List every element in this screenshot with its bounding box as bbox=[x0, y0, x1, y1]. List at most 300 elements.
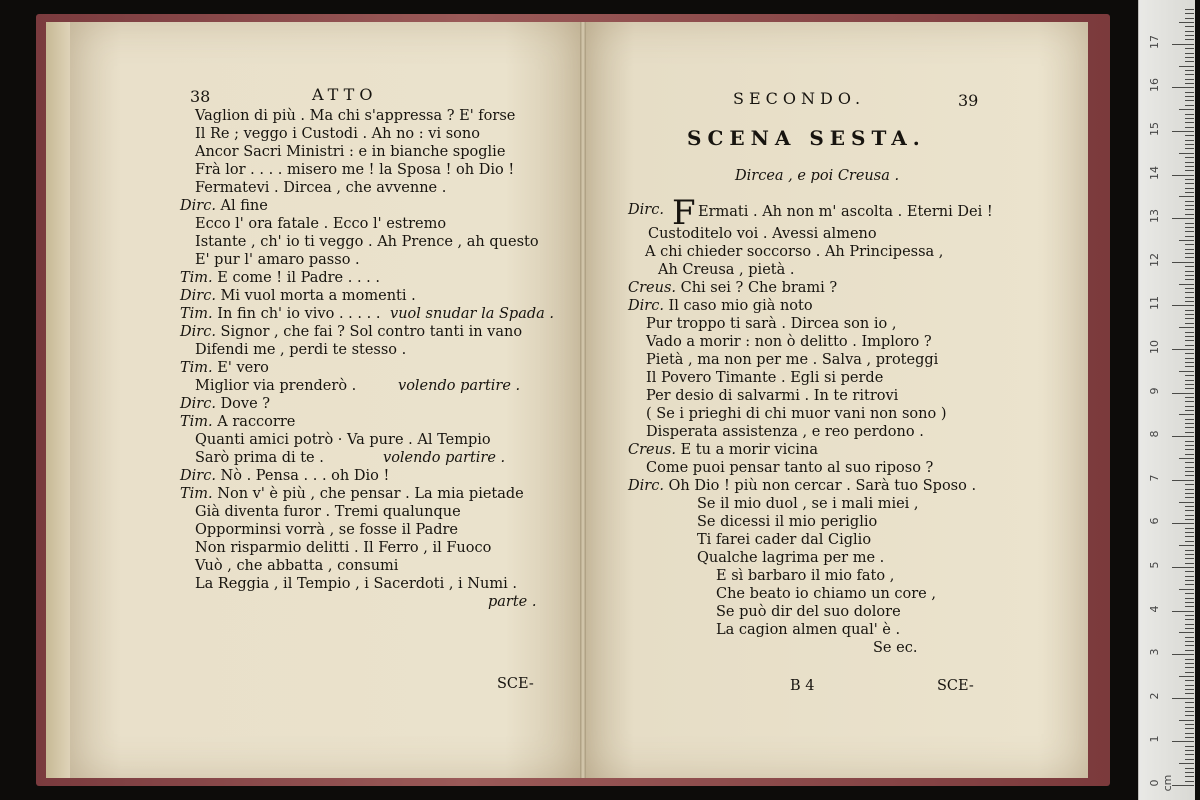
verse-line bbox=[195, 432, 491, 449]
stage-direction: volendo partire . bbox=[383, 450, 506, 466]
ruler-tick bbox=[1185, 70, 1194, 71]
verse-text: E sì barbaro il mio fato , bbox=[716, 568, 895, 584]
speaker-label: Tim. bbox=[180, 270, 218, 286]
ruler-label: 10 bbox=[1148, 340, 1161, 354]
verse-line bbox=[646, 352, 938, 369]
ruler-tick bbox=[1185, 253, 1194, 254]
speaker-label: Tim. bbox=[180, 360, 218, 376]
ruler-tick bbox=[1185, 746, 1194, 747]
ruler-tick bbox=[1185, 271, 1194, 272]
ruler-label: 9 bbox=[1148, 387, 1161, 395]
ruler-tick bbox=[1172, 87, 1194, 88]
speaker-label: Tim. bbox=[180, 414, 218, 430]
ruler-tick bbox=[1185, 384, 1194, 385]
verse-line bbox=[646, 370, 883, 387]
ruler-tick bbox=[1185, 214, 1194, 215]
ruler-tick bbox=[1185, 584, 1194, 585]
ruler-tick bbox=[1185, 205, 1194, 206]
ruler-tick bbox=[1172, 393, 1194, 394]
verse-text: La Reggia , il Tempio , i Sacerdoti , i Numi . bbox=[195, 576, 517, 592]
verse-text: A raccorre bbox=[217, 414, 296, 430]
verse-text: Qualche lagrima per me . bbox=[697, 550, 885, 566]
ruler-tick bbox=[1185, 427, 1194, 428]
speaker-label: Dirc. bbox=[180, 198, 221, 214]
verse-text: Il caso mio già noto bbox=[668, 298, 813, 314]
ruler-tick bbox=[1185, 13, 1194, 14]
ruler-tick bbox=[1179, 502, 1194, 503]
page-edges bbox=[46, 22, 72, 778]
ruler-tick bbox=[1185, 53, 1194, 54]
ruler-tick bbox=[1179, 763, 1194, 764]
verse-line bbox=[195, 252, 360, 269]
verse-text: Disperata assistenza , e reo perdono . bbox=[646, 424, 924, 440]
verse-line bbox=[195, 342, 406, 359]
verse-line bbox=[628, 298, 813, 315]
ruler-tick bbox=[1185, 576, 1194, 577]
ruler-label: 1 bbox=[1148, 735, 1161, 743]
ruler-label: 15 bbox=[1148, 122, 1161, 136]
ruler-tick bbox=[1185, 637, 1194, 638]
verse-text: E' pur l' amaro passo . bbox=[195, 252, 360, 268]
ruler-tick bbox=[1185, 192, 1194, 193]
ruler-tick bbox=[1185, 489, 1194, 490]
ruler-tick bbox=[1185, 249, 1194, 250]
ruler-tick bbox=[1185, 781, 1194, 782]
ruler-tick bbox=[1185, 462, 1194, 463]
ruler-tick bbox=[1179, 196, 1194, 197]
verse-line bbox=[180, 486, 524, 503]
verse-text: Frà lor . . . . misero me ! la Sposa ! oh Dio ! bbox=[195, 162, 515, 178]
ruler-tick bbox=[1185, 236, 1194, 237]
verse-line bbox=[648, 226, 877, 243]
verse-line bbox=[646, 460, 933, 477]
speaker-label: Dirc. bbox=[180, 468, 221, 484]
verse-line bbox=[697, 514, 877, 531]
ruler-label: 17 bbox=[1148, 34, 1161, 49]
verse-text: Ti farei cader dal Ciglio bbox=[697, 532, 872, 548]
ruler-tick bbox=[1185, 423, 1194, 424]
ruler-tick bbox=[1172, 349, 1194, 350]
ruler-tick bbox=[1185, 83, 1194, 84]
ruler-tick bbox=[1179, 458, 1194, 459]
speaker-label: Dirc. bbox=[628, 478, 669, 494]
verse-text: Ah Creusa , pietà . bbox=[658, 262, 795, 278]
ruler-tick bbox=[1185, 301, 1194, 302]
ruler-tick bbox=[1185, 358, 1194, 359]
ruler-label: 12 bbox=[1148, 252, 1161, 267]
verse-text: La cagion almen qual' è . bbox=[716, 622, 901, 638]
ruler-tick bbox=[1185, 645, 1194, 646]
ruler-tick bbox=[1179, 284, 1194, 285]
verse-text: Dove ? bbox=[220, 396, 271, 412]
verse-line bbox=[180, 198, 268, 215]
ruler-tick bbox=[1185, 96, 1194, 97]
ruler-tick bbox=[1185, 715, 1194, 716]
ruler-tick bbox=[1185, 288, 1194, 289]
verse-line bbox=[697, 496, 919, 513]
ruler-tick bbox=[1179, 327, 1194, 328]
ruler-label: 2 bbox=[1148, 692, 1161, 700]
ruler-tick bbox=[1185, 641, 1194, 642]
ruler-tick bbox=[1185, 602, 1194, 603]
verse-line bbox=[195, 162, 514, 179]
ruler-tick bbox=[1185, 580, 1194, 581]
verse-text: Se il mio duol , se i mali miei , bbox=[697, 496, 919, 512]
ruler-tick bbox=[1185, 79, 1194, 80]
ruler-tick bbox=[1172, 262, 1194, 263]
ruler-tick bbox=[1185, 445, 1194, 446]
ruler-tick bbox=[1185, 659, 1194, 660]
stage-direction: parte . bbox=[488, 594, 537, 610]
ruler-label: 7 bbox=[1148, 474, 1161, 482]
ruler-tick bbox=[1185, 92, 1194, 93]
ruler-tick bbox=[1185, 768, 1194, 769]
verse-text: Sarò prima di te . bbox=[195, 450, 324, 466]
speaker-label: Dirc. bbox=[180, 396, 221, 412]
ruler-tick bbox=[1172, 654, 1194, 655]
verse-line bbox=[195, 126, 480, 143]
verse-text: E' vero bbox=[217, 360, 269, 376]
ruler-tick bbox=[1185, 672, 1194, 673]
speaker-label: Dirc. bbox=[628, 202, 664, 218]
ruler-tick bbox=[1185, 536, 1194, 537]
ruler-tick bbox=[1185, 737, 1194, 738]
ruler-tick bbox=[1185, 776, 1194, 777]
ruler-tick bbox=[1185, 615, 1194, 616]
ruler-tick bbox=[1185, 563, 1194, 564]
ruler-tick bbox=[1185, 558, 1194, 559]
first-verse-line: Ermati . Ah non m' ascolta . Eterni Dei ! bbox=[698, 204, 993, 220]
ruler-tick bbox=[1185, 179, 1194, 180]
ruler-tick bbox=[1185, 375, 1194, 376]
ruler-tick bbox=[1185, 279, 1194, 280]
ruler-tick bbox=[1185, 257, 1194, 258]
scene-persons: Dircea , e poi Creusa . bbox=[735, 168, 900, 184]
ruler-tick bbox=[1185, 510, 1194, 511]
ruler-tick bbox=[1185, 127, 1194, 128]
ruler-tick bbox=[1185, 541, 1194, 542]
verse-line bbox=[646, 424, 924, 441]
verse-line bbox=[180, 288, 416, 305]
ruler-tick bbox=[1179, 545, 1194, 546]
ruler-tick bbox=[1185, 244, 1194, 245]
ruler-tick bbox=[1185, 663, 1194, 664]
verse-text: Pietà , ma non per me . Salva , proteggi bbox=[646, 352, 939, 368]
ruler-tick bbox=[1185, 48, 1194, 49]
verse-line bbox=[697, 550, 884, 567]
ruler-tick bbox=[1185, 144, 1194, 145]
ruler-tick bbox=[1185, 227, 1194, 228]
verse-text: Vaglion di più . Ma chi s'appressa ? E' forse bbox=[195, 108, 516, 124]
ruler-tick bbox=[1179, 632, 1194, 633]
ruler-tick bbox=[1185, 362, 1194, 363]
ruler-tick bbox=[1185, 401, 1194, 402]
verse-line bbox=[180, 324, 522, 341]
verse-line bbox=[195, 522, 458, 539]
ruler-tick bbox=[1179, 240, 1194, 241]
speaker-label: Tim. bbox=[180, 486, 218, 502]
ruler-tick bbox=[1185, 432, 1194, 433]
verse-text: Se dicessi il mio periglio bbox=[697, 514, 878, 530]
ruler-tick bbox=[1185, 105, 1194, 106]
verse-line bbox=[195, 108, 515, 125]
ruler-tick bbox=[1185, 183, 1194, 184]
verse-text: Al fine bbox=[220, 198, 268, 214]
ruler-tick bbox=[1185, 419, 1194, 420]
ruler-tick bbox=[1185, 532, 1194, 533]
ruler-tick bbox=[1172, 480, 1194, 481]
ruler-label: 16 bbox=[1148, 78, 1161, 93]
ruler-tick bbox=[1185, 323, 1194, 324]
ruler-tick bbox=[1185, 266, 1194, 267]
ruler-tick bbox=[1172, 305, 1194, 306]
ruler-tick bbox=[1172, 131, 1194, 132]
verse-text: Ancor Sacri Ministri : e in bianche spoglie bbox=[195, 144, 506, 160]
verse-text: Pur troppo ti sarà . Dircea son io , bbox=[646, 316, 897, 332]
verse-line bbox=[873, 640, 917, 657]
ruler-tick bbox=[1185, 471, 1194, 472]
ruler-tick bbox=[1185, 162, 1194, 163]
ruler-tick bbox=[1185, 515, 1194, 516]
ruler-tick bbox=[1185, 18, 1194, 19]
verse-text: In fin ch' io vivo . . . . . bbox=[217, 306, 381, 322]
ruler-tick bbox=[1185, 275, 1194, 276]
ruler-tick bbox=[1185, 667, 1194, 668]
ruler-tick bbox=[1185, 598, 1194, 599]
verse-line bbox=[628, 442, 818, 459]
verse-line bbox=[180, 360, 269, 377]
ruler-tick bbox=[1185, 345, 1194, 346]
verse-text: Quanti amici potrò · Va pure . Al Tempio bbox=[195, 432, 491, 448]
ruler-tick bbox=[1185, 9, 1194, 10]
ruler-tick bbox=[1185, 114, 1194, 115]
right-catchword: SCE- bbox=[937, 678, 974, 694]
ruler-tick bbox=[1185, 484, 1194, 485]
ruler-tick bbox=[1172, 436, 1194, 437]
verse-text: Vado a morir : non ò delitto . Imploro ? bbox=[646, 334, 932, 350]
ruler-tick bbox=[1185, 441, 1194, 442]
verse-line bbox=[716, 604, 901, 621]
ruler-tick bbox=[1185, 353, 1194, 354]
verse-text: Per desio di salvarmi . In te ritrovi bbox=[646, 388, 899, 404]
verse-line bbox=[180, 468, 389, 485]
ruler-tick bbox=[1179, 589, 1194, 590]
verse-line bbox=[646, 316, 896, 333]
ruler-tick bbox=[1172, 218, 1194, 219]
verse-line bbox=[195, 378, 356, 395]
verse-text: ( Se i prieghi di chi muor vani non sono ) bbox=[646, 406, 947, 422]
ruler-tick bbox=[1185, 31, 1194, 32]
speaker-label: Tim. bbox=[180, 306, 218, 322]
verse-line bbox=[195, 540, 491, 557]
ruler-tick bbox=[1185, 380, 1194, 381]
verse-text: Il Re ; veggo i Custodi . Ah no : vi sono bbox=[195, 126, 480, 142]
ruler-tick bbox=[1185, 571, 1194, 572]
verse-text: Miglior via prenderò . bbox=[195, 378, 357, 394]
verse-text: Custoditelo voi . Avessi almeno bbox=[648, 226, 877, 242]
ruler-tick bbox=[1185, 122, 1194, 123]
ruler-tick bbox=[1185, 497, 1194, 498]
verse-line bbox=[180, 396, 270, 413]
ruler-tick bbox=[1185, 318, 1194, 319]
ruler-tick bbox=[1185, 148, 1194, 149]
verse-line bbox=[195, 144, 505, 161]
ruler-label: 14 bbox=[1148, 165, 1161, 180]
ruler-tick bbox=[1185, 467, 1194, 468]
ruler-tick bbox=[1185, 506, 1194, 507]
ruler-tick bbox=[1185, 619, 1194, 620]
ruler-tick bbox=[1185, 297, 1194, 298]
ruler-tick bbox=[1185, 410, 1194, 411]
verse-text: Ecco l' ora fatale . Ecco l' estremo bbox=[195, 216, 447, 232]
ruler-tick bbox=[1185, 292, 1194, 293]
ruler-tick bbox=[1185, 750, 1194, 751]
verse-line bbox=[628, 478, 976, 495]
verse-line bbox=[646, 334, 932, 351]
ruler-tick bbox=[1185, 689, 1194, 690]
ruler-tick bbox=[1179, 66, 1194, 67]
ruler-tick bbox=[1185, 223, 1194, 224]
verse-text: Come puoi pensar tanto al suo riposo ? bbox=[646, 460, 934, 476]
verse-text: Che beato io chiamo un core , bbox=[716, 586, 936, 602]
verse-line bbox=[180, 270, 380, 287]
verse-text: Chi sei ? Che brami ? bbox=[680, 280, 838, 296]
ruler-tick bbox=[1185, 711, 1194, 712]
ruler-tick bbox=[1185, 528, 1194, 529]
verse-text: Se può dir del suo dolore bbox=[716, 604, 901, 620]
ruler-tick bbox=[1185, 118, 1194, 119]
ruler-tick bbox=[1185, 554, 1194, 555]
ruler-tick bbox=[1185, 606, 1194, 607]
verse-line bbox=[195, 450, 324, 467]
verse-line bbox=[697, 532, 871, 549]
stage-direction: vuol snudar la Spada . bbox=[390, 306, 554, 322]
ruler-tick bbox=[1172, 44, 1194, 45]
ruler-tick bbox=[1185, 188, 1194, 189]
speaker-label: Dirc. bbox=[180, 324, 221, 340]
verse-line bbox=[716, 622, 900, 639]
ruler-tick bbox=[1185, 519, 1194, 520]
ruler-tick bbox=[1172, 785, 1194, 786]
ruler-tick bbox=[1185, 693, 1194, 694]
ruler-tick bbox=[1172, 175, 1194, 176]
ruler-tick bbox=[1185, 74, 1194, 75]
ruler-tick bbox=[1185, 454, 1194, 455]
left-page-number: 38 bbox=[190, 87, 211, 106]
ruler-label: 0 cm bbox=[1148, 774, 1174, 792]
ruler-tick bbox=[1179, 371, 1194, 372]
verse-text: E come ! il Padre . . . . bbox=[217, 270, 381, 286]
verse-line bbox=[195, 180, 446, 197]
ruler-tick bbox=[1172, 611, 1194, 612]
ruler-tick bbox=[1185, 209, 1194, 210]
ruler-tick bbox=[1179, 676, 1194, 677]
verse-text: Mi vuol morta a momenti . bbox=[220, 288, 416, 304]
ruler-tick bbox=[1172, 567, 1194, 568]
ruler-label: 11 bbox=[1148, 296, 1161, 311]
verse-line bbox=[646, 388, 898, 405]
verse-text: Opporminsi vorrà , se fosse il Padre bbox=[195, 522, 459, 538]
ruler-tick bbox=[1185, 61, 1194, 62]
ruler-tick bbox=[1179, 22, 1194, 23]
verse-line bbox=[716, 568, 894, 585]
ruler-tick bbox=[1185, 314, 1194, 315]
ruler-tick bbox=[1185, 707, 1194, 708]
speaker-label: Dirc. bbox=[180, 288, 221, 304]
verse-text: Signor , che fai ? Sol contro tanti in vano bbox=[220, 324, 523, 340]
right-page-number: 39 bbox=[958, 91, 979, 110]
ruler-tick bbox=[1185, 336, 1194, 337]
ruler-tick bbox=[1185, 449, 1194, 450]
ruler-tick bbox=[1185, 772, 1194, 773]
ruler-tick bbox=[1172, 741, 1194, 742]
verse-text: Fermatevi . Dircea , che avvenne . bbox=[195, 180, 447, 196]
speaker-label: Dirc. bbox=[628, 298, 669, 314]
verse-line bbox=[195, 504, 461, 521]
verse-text: E tu a morir vicina bbox=[680, 442, 818, 458]
ruler-tick bbox=[1185, 728, 1194, 729]
ruler-tick bbox=[1185, 754, 1194, 755]
verse-text: A chi chieder soccorso . Ah Principessa , bbox=[645, 244, 944, 260]
verse-line bbox=[195, 558, 398, 575]
ruler-label: 3 bbox=[1148, 648, 1161, 656]
verse-text: Difendi me , perdi te stesso . bbox=[195, 342, 407, 358]
ruler-tick bbox=[1185, 493, 1194, 494]
verse-line bbox=[658, 262, 794, 279]
ruler-tick bbox=[1185, 680, 1194, 681]
left-running-head: ATTO bbox=[312, 85, 378, 104]
verse-text: Non risparmio delitti . Il Ferro , il Fuoco bbox=[195, 540, 492, 556]
ruler-tick bbox=[1185, 733, 1194, 734]
verse-text: Non v' è più , che pensar . La mia pietade bbox=[217, 486, 524, 502]
verse-text: Nò . Pensa . . . oh Dio ! bbox=[220, 468, 390, 484]
ruler-tick bbox=[1185, 406, 1194, 407]
verse-text: Se ec. bbox=[873, 640, 918, 656]
ruler-tick bbox=[1185, 35, 1194, 36]
ruler-tick bbox=[1185, 650, 1194, 651]
verse-text: Istante , ch' io ti veggo . Ah Prence , ah questo bbox=[195, 234, 539, 250]
ruler-tick bbox=[1179, 153, 1194, 154]
verse-line bbox=[628, 280, 837, 297]
ruler-tick bbox=[1185, 397, 1194, 398]
scene-title: SCENA SESTA. bbox=[687, 126, 926, 150]
left-catchword: SCE- bbox=[497, 676, 534, 692]
ruler-tick bbox=[1185, 26, 1194, 27]
ruler-tick bbox=[1179, 414, 1194, 415]
ruler-tick bbox=[1185, 388, 1194, 389]
ruler-tick bbox=[1185, 231, 1194, 232]
right-running-head: SECONDO. bbox=[733, 89, 866, 108]
ruler-tick bbox=[1185, 759, 1194, 760]
ruler-label: 5 bbox=[1148, 561, 1161, 569]
verse-line bbox=[195, 576, 517, 593]
ruler-tick bbox=[1185, 39, 1194, 40]
verse-line bbox=[195, 216, 446, 233]
ruler-tick bbox=[1185, 628, 1194, 629]
ruler-tick bbox=[1179, 109, 1194, 110]
ruler-tick bbox=[1185, 310, 1194, 311]
drop-capital: F bbox=[672, 193, 696, 233]
verse-text: Oh Dio ! più non cercar . Sarà tuo Sposo . bbox=[668, 478, 977, 494]
verse-line bbox=[716, 586, 936, 603]
verse-text: Già diventa furor . Tremi qualunque bbox=[195, 504, 461, 520]
ruler-tick bbox=[1172, 698, 1194, 699]
ruler-tick bbox=[1185, 332, 1194, 333]
ruler-tick bbox=[1179, 720, 1194, 721]
verse-text: Vuò , che abbatta , consumi bbox=[195, 558, 399, 574]
ruler-tick bbox=[1185, 140, 1194, 141]
speaker-label: Creus. bbox=[628, 280, 681, 296]
